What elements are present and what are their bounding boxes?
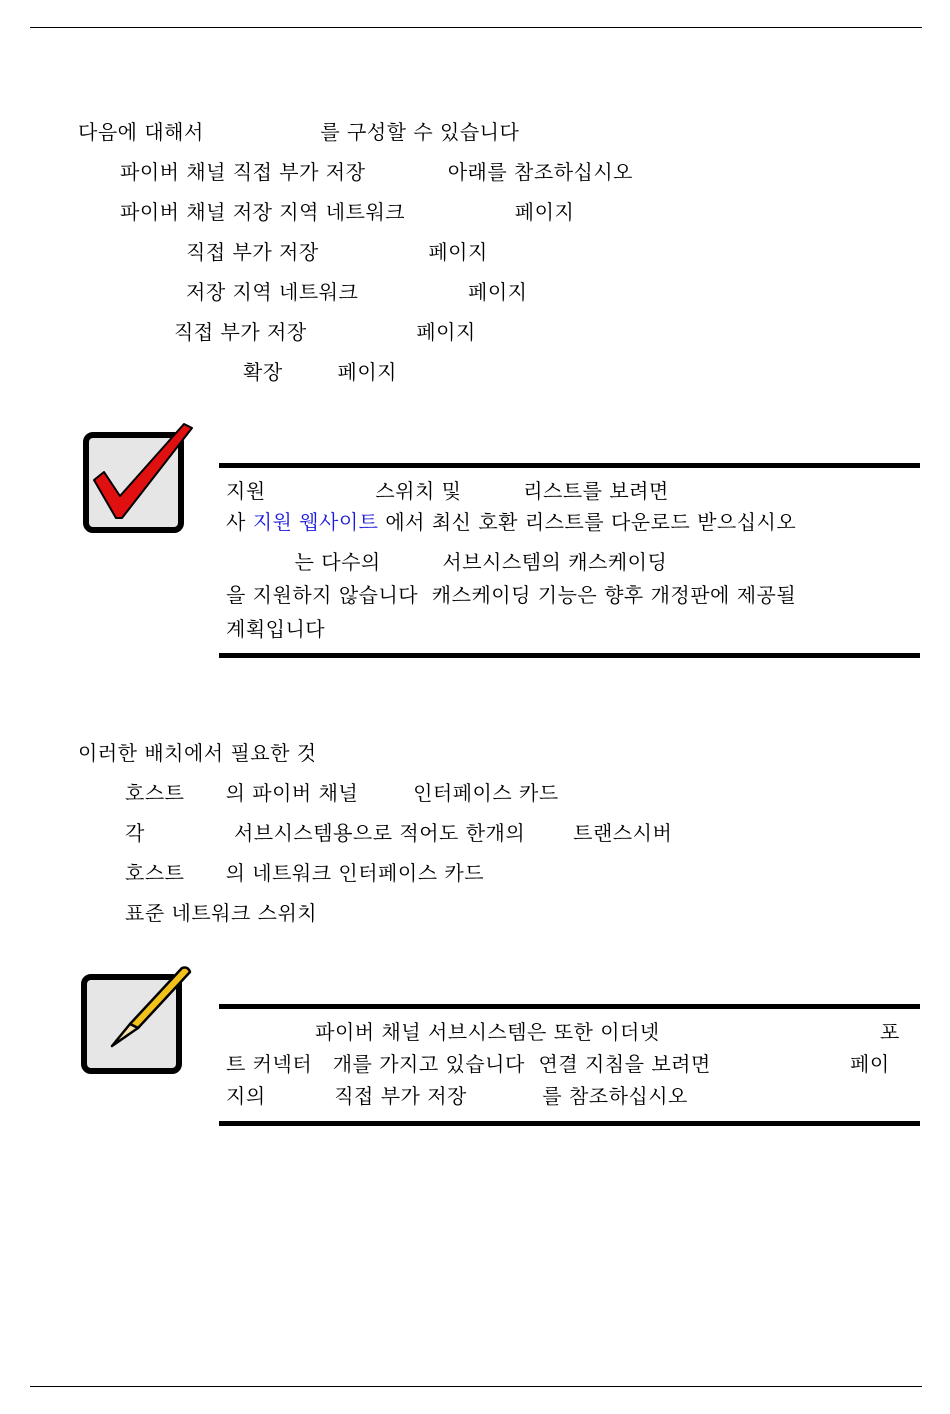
note-text-line: 는 다수의 서브시스템의 캐스케이딩 [226,550,668,574]
note-text-line: 파이버 채널 서브시스템은 또한 이더넷 [226,1020,660,1044]
note-bottom-rule [219,1121,920,1126]
intro-item: 직접 부가 저장 페이지 [174,320,476,344]
support-website-link[interactable]: 지원 웹사이트 [252,510,379,534]
note-text-line-end: 포 [880,1020,900,1044]
intro-item: 확장 페이지 [243,360,397,384]
note-text-line [226,510,796,534]
note-text-line: 트 커넥터 개를 가지고 있습니다 연결 지침을 보려면 [226,1052,711,1076]
checkmark-icon [80,420,195,538]
note-text-line-end: 페이 [850,1052,890,1076]
note-text-suffix: 에서 최신 호환 리스트를 다운로드 받으십시오 [378,510,797,534]
intro-item: 직접 부가 저장 페이지 [186,240,488,264]
note-text-line: 지원 스위치 및 리스트를 보려면 [226,479,669,503]
note-text-line: 을 지원하지 않습니다 캐스케이딩 기능은 향후 개정판에 제공될 [226,583,797,607]
note-text-line: 지의 직접 부가 저장 를 참조하십시오 [226,1084,688,1108]
intro-item: 파이버 채널 저장 지역 네트워크 페이지 [120,200,575,224]
requirement-item: 각 서브시스템용으로 적어도 한개의 트랜스시버 [125,821,673,845]
top-rule [30,27,922,28]
requirement-item: 호스트 의 파이버 채널 인터페이스 카드 [125,781,559,805]
note-bottom-rule [219,653,920,658]
note-top-rule [219,463,920,468]
note-top-rule [219,1004,920,1009]
intro-item: 파이버 채널 직접 부가 저장 아래를 참조하십시오 [120,160,633,184]
requirement-item: 표준 네트워크 스위치 [125,901,318,925]
intro-item: 저장 지역 네트워크 페이지 [186,280,528,304]
note-text-line: 계획입니다 [226,617,326,641]
intro-heading: 다음에 대해서 를 구성할 수 있습니다 [78,120,520,144]
bottom-rule [30,1386,922,1387]
requirement-item: 호스트 의 네트워크 인터페이스 카드 [125,861,485,885]
requirements-heading: 이러한 배치에서 필요한 것 [78,741,317,765]
pencil-icon [78,962,196,1077]
note-text-prefix: 사 [226,510,253,534]
